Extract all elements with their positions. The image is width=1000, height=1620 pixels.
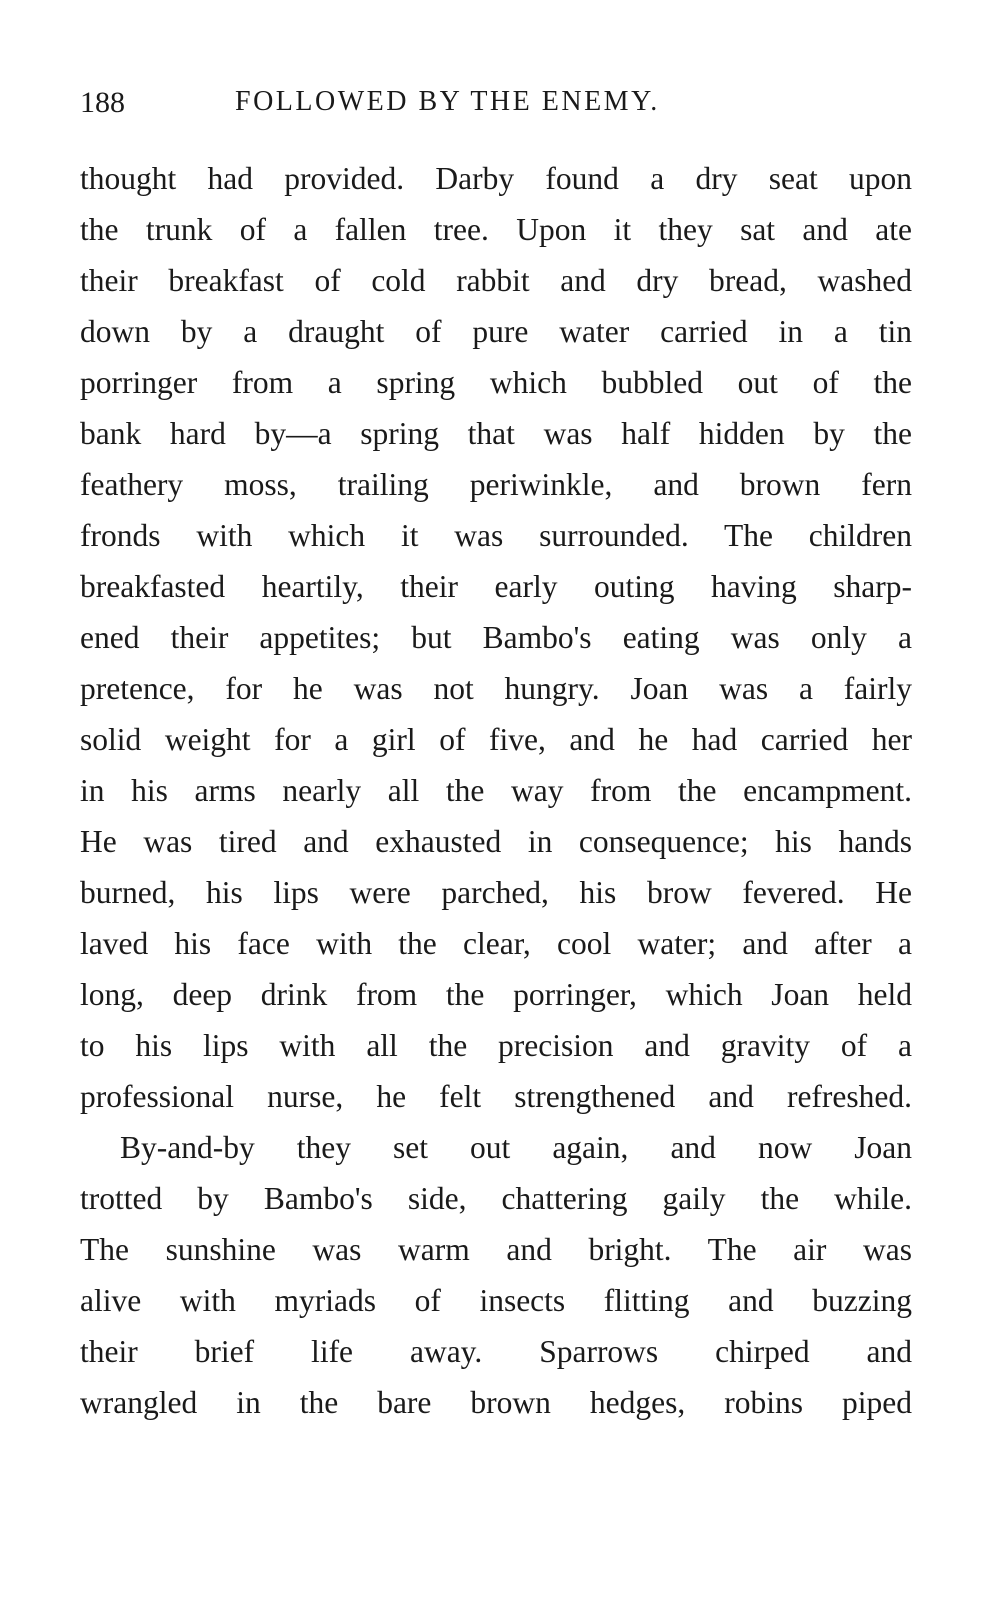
text-line: breakfasted heartily, their early outing having sharp- <box>80 569 912 604</box>
text-line: solid weight for a girl of five, and he had carried her <box>80 722 912 757</box>
text-line: fronds with which it was surrounded. The children <box>80 518 912 553</box>
text-line: porringer from a spring which bubbled out of the <box>80 365 912 400</box>
text-line: their breakfast of cold rabbit and dry bread, washed <box>80 263 912 298</box>
text-line: The sunshine was warm and bright. The air was <box>80 1232 912 1267</box>
text-line: professional nurse, he felt strengthened and refreshed. <box>80 1079 912 1114</box>
text-line: trotted by Bambo's side, chattering gaily the while. <box>80 1181 912 1216</box>
text-line: thought had provided. Darby found a dry seat upon <box>80 161 912 196</box>
running-head <box>80 86 910 126</box>
text-line: to his lips with all the precision and gravity of a <box>80 1028 912 1063</box>
text-line: wrangled in the bare brown hedges, robins piped <box>80 1385 912 1420</box>
body-text <box>80 153 912 1428</box>
running-title: FOLLOWED BY THE ENEMY. <box>235 86 660 117</box>
page-number: 188 <box>80 86 125 119</box>
text-line: in his arms nearly all the way from the encampment. <box>80 773 912 808</box>
text-line: ened their appetites; but Bambo's eating was only a <box>80 620 912 655</box>
text-line: alive with myriads of insects flitting and buzzing <box>80 1283 912 1318</box>
text-line: their brief life away. Sparrows chirped and <box>80 1334 912 1369</box>
text-line: down by a draught of pure water carried in a tin <box>80 314 912 349</box>
text-line: By-and-by they set out again, and now Joan <box>120 1130 912 1165</box>
text-line: burned, his lips were parched, his brow fevered. He <box>80 875 912 910</box>
text-line: long, deep drink from the porringer, which Joan held <box>80 977 912 1012</box>
text-line: the trunk of a fallen tree. Upon it they sat and ate <box>80 212 912 247</box>
text-line: He was tired and exhausted in consequence; his hands <box>80 824 912 859</box>
text-line: bank hard by—a spring that was half hidden by the <box>80 416 912 451</box>
text-line: feathery moss, trailing periwinkle, and brown fern <box>80 467 912 502</box>
text-line: laved his face with the clear, cool water; and after a <box>80 926 912 961</box>
text-line: pretence, for he was not hungry. Joan was a fairly <box>80 671 912 706</box>
